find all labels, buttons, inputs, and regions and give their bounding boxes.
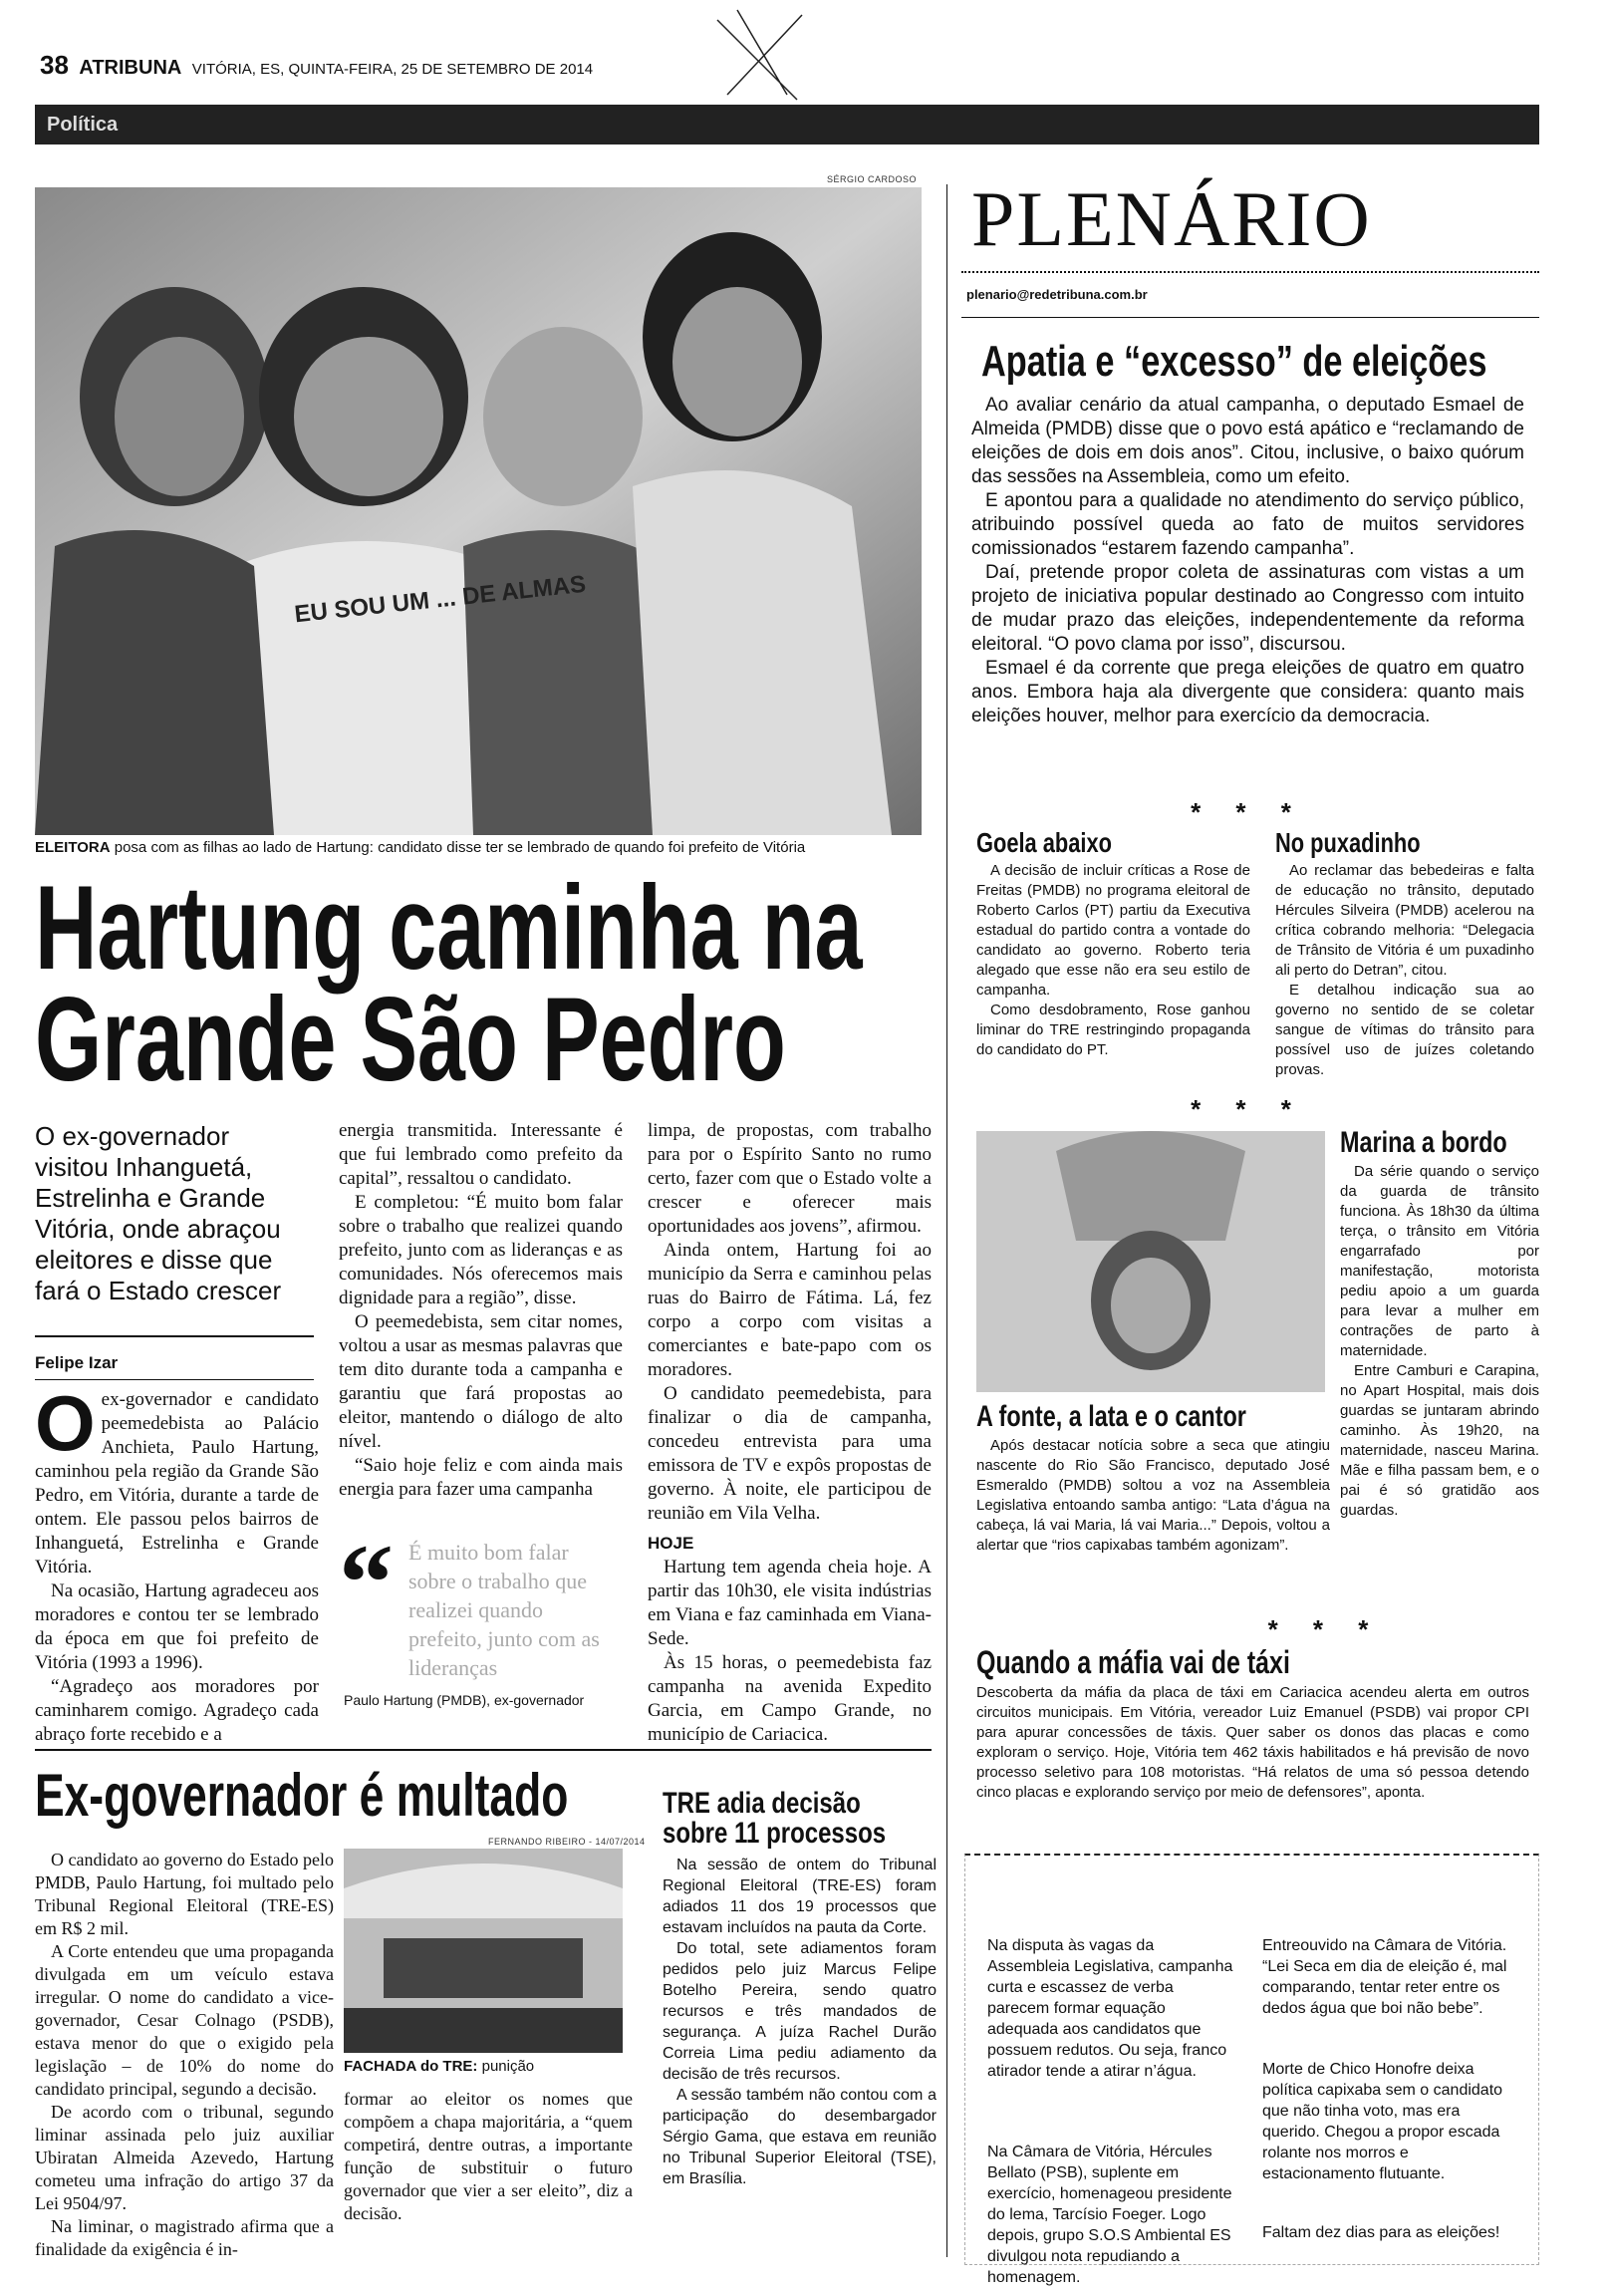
apatia-title: Apatia e “excesso” de eleições — [981, 337, 1487, 386]
multa-p5: formar ao eleitor os nomes que compõem a chapa majoritária, a “quem competirá, dentre outras, a importante função de substituir o futuro governador que vier a ser eleito”, diz a decisão. — [344, 2089, 633, 2223]
notes-left — [987, 1935, 1236, 2288]
multa-col-1 — [35, 1849, 334, 2261]
notes-box — [964, 1854, 1539, 2286]
goela-title: Goela abaixo — [976, 827, 1112, 858]
multa-col-2 — [344, 2088, 633, 2225]
col3-p1: limpa, de propostas, com trabalho para por o Espírito Santo no rumo certo, fazer com que o Estado volte a crescer e oferecer mais oportunidades aos jovens”, afirmou. — [648, 1120, 932, 1237]
marina-box — [1340, 1126, 1539, 1521]
col3-p4: Hartung tem agenda cheia hoje. A partir das 10h30, ele visita indústrias em Viana e faz caminhada em Viana-Sede. — [648, 1557, 932, 1649]
dateline: VITÓRIA, ES, QUINTA-FEIRA, 25 DE SETEMBRO DE 2014 — [191, 61, 594, 78]
article-col-2 — [339, 1119, 623, 1502]
tshirt-text: EU SOU UM ... DE ALMAS — [293, 570, 588, 629]
col2-p2: E completou: “É muito bom falar sobre o trabalho que realizei quando prefeito, junto com as lideranças e as comunidades. Nós oferecemos mais dignidade para a região”, disse. — [339, 1192, 623, 1308]
tre-photo-credit: FERNANDO RIBEIRO - 14/07/2014 — [488, 1837, 646, 1847]
quote-attribution: Paulo Hartung (PMDB), ex-governador — [344, 1692, 585, 1708]
marina-title: Marina a bordo — [1340, 1126, 1507, 1159]
headline-line-1: Hartung caminha na — [35, 861, 863, 995]
col3-p3: O candidato peemedebista, para finalizar o dia de campanha, concedeu entrevista para uma emissora de TV e expôs propostas de governo. À noite, ele participou de reunião em Vila Velha. — [648, 1383, 932, 1524]
paper-name: ATRIBUNA — [79, 57, 182, 79]
note-left-2: Na Câmara de Vitória, Hércules Bellato (PSB), suplente em exercício, homenageou presidente do lema, Tarcísio Foeger. Logo depois, grupo S.O.S Ambiental ES divulgou nota repudiando a homenagem. — [987, 2144, 1232, 2286]
col2-p4: “Saio hoje feliz e com ainda mais energia para fazer uma campanha — [339, 1455, 623, 1500]
tre-title-2: sobre 11 processos — [663, 1817, 887, 1850]
mafia-box — [976, 1644, 1529, 1803]
section-label: Política — [47, 114, 119, 136]
plenario-title: PLENÁRIO — [971, 175, 1372, 262]
mafia-title: Quando a máfia vai de táxi — [976, 1644, 1290, 1680]
multa-p2: A Corte entendeu que uma propaganda divulgada em um veículo estava irregular. O nome do candidato a vice-governador, Cesar Colnago (PSDB), estava menor do que o exigido pela legislação – de 10% do nome do candidato principal, segundo a decisão. — [35, 1941, 334, 2099]
caption-lead: ELEITORA — [35, 839, 111, 856]
hoje-label: HOJE — [648, 1534, 694, 1553]
section-bar — [35, 105, 1539, 144]
apatia-p3: Daí, pretende propor coleta de assinaturas com vistas a um projeto de iniciativa popular destinado ao Congresso com intuito de mudar prazo das eleições, independentemente da reforma eleitoral. “O povo clama por isso”, discursou. — [971, 562, 1524, 655]
col3-p5: Às 15 horas, o peemedebista faz campanha na avenida Expedito Garcia, em Campo Grande, no município de Cariacica. — [648, 1652, 932, 1745]
notes-right — [1262, 1935, 1521, 2243]
deck: O ex-governador visitou Inhanguetá, Estrelinha e Grande Vitória, onde abraçou eleitores e disse que fará o Estado crescer — [35, 1121, 282, 1305]
plenario-email: plenario@redetribuna.com.br — [966, 287, 1148, 302]
col2-p1: energia transmitida. Interessante é que fui lembrado como prefeito da capital”, ressaltou o candidato. — [339, 1120, 623, 1189]
page-number: 38 — [40, 50, 69, 80]
article-col-1 — [35, 1379, 319, 1747]
byline: Felipe Izar — [35, 1353, 119, 1372]
marina-p2: Entre Camburi e Carapina, no Apart Hospital, mais dois guardas se juntaram abrindo caminho. Às 19h20, na maternidade, nasceu Marina. Mãe e filha passam bem, e o pai é só gratidão aos guardas. — [1340, 1362, 1539, 1519]
fonte-title: A fonte, a lata e o cantor — [976, 1400, 1246, 1433]
goela-box — [976, 827, 1250, 1060]
note-left-1: Na disputa às vagas da Assembleia Legislativa, campanha curta e escassez de verba parecem formar equação adequada aos candidatos que possuem redutos. Ou seja, franco atirador tende a atirar n’água. — [987, 1937, 1233, 2080]
photo-caption — [35, 839, 922, 856]
mafia-p1: Descoberta da máfia da placa de táxi em Cariacica acendeu alerta em outros circuitos municipais. Em Vitória, vereador Luiz Emanuel (PSDB) vai propor CPI para apurar concessões de táxis. Quer saber os donos das placas e como exploram o serviço. Hoje, Vitória tem 462 táxis habilitados e há previsão de novo processo seletivo para 108 motoristas. “Há relatos de uma só pessoa detendo cinco placas e explorando serviço por meio de defensores”, aponta. — [976, 1684, 1529, 1801]
note-right-2: Morte de Chico Honofre deixa política capixaba sem o candidato que não tinha voto, mas era querido. Chegou a propor escada rolante nos morros e estacionamento flutuante. — [1262, 2061, 1503, 2182]
tre-p1: Na sessão de ontem do Tribunal Regional Eleitoral (TRE-ES) foram adiados 11 dos 19 processos que estavam incluídos na pauta da Corte. — [663, 1857, 937, 1936]
puxadinho-title: No puxadinho — [1275, 827, 1421, 858]
stars-separator-3: * * * — [1267, 1614, 1383, 1644]
quote-text: É muito bom falar sobre o trabalho que realizei quando prefeito, junto com as lideranças — [408, 1540, 600, 1680]
col1-p2: Na ocasião, Hartung agradeceu aos moradores e contou ter se lembrado da época em que foi prefeito de Vitória (1993 a 1996). — [35, 1580, 319, 1673]
tre-caption-text: punição — [477, 2058, 535, 2075]
fonte-p1: Após destacar notícia sobre a seca que atingiu nascente do Rio São Francisco, deputado José Esmeraldo (PMDB) soltou a voz na Assembleia Legislativa entoando samba antigo: “Lata d’água na cabeça, lá vai Maria, lá vai Maria...” Depois, voltou a alertar que “rios capixabas também agonizam”. — [976, 1437, 1330, 1554]
quote-mark-icon: “ — [339, 1522, 394, 1643]
multa-p4: Na liminar, o magistrado afirma que a finalidade da exigência é in- — [35, 2216, 334, 2259]
puxadinho-p2: E detalhou indicação sua ao governo no sentido de se coletar sangue de vítimas do trânsito para possível uso de juízes coletando provas. — [1275, 982, 1534, 1078]
hand-mark-icon — [697, 0, 817, 110]
multa-p3: De acordo com o tribunal, segundo liminar assinada pelo juiz auxiliar Ubiratan Almeida Azevedo, Hartung cometeu uma infração do artigo 37 da Lei 9504/97. — [35, 2102, 334, 2213]
main-photo — [35, 187, 922, 835]
caption-text: posa com as filhas ao lado de Hartung: candidato disse ter se lembrado de quando foi prefeito de Vitória — [110, 839, 806, 856]
goela-p1: A decisão de incluir críticas a Rose de Freitas (PMDB) no programa eleitoral de Roberto Carlos (PT) partiu da Executiva estadual do partido contra a vontade do candidato ao governo. Roberto teria alegado que esse não era seu estilo de campanha. — [976, 862, 1250, 999]
photo-credit: SÉRGIO CARDOSO — [827, 174, 918, 184]
tre-caption-lead: FACHADA do TRE: — [344, 2058, 478, 2075]
fonte-box — [976, 1400, 1330, 1556]
tre-photo-caption — [344, 2058, 633, 2075]
puxadinho-box — [1275, 827, 1534, 1080]
article-col-3 — [648, 1119, 932, 1747]
tre-p2: Do total, sete adiamentos foram pedidos pelo juiz Marcus Felipe Botelho Pereira, sendo quatro recursos e três mandados de segurança. A juíza Rachel Durão Correia Lima pediu adiamento da decisão de três recursos. — [663, 1940, 937, 2083]
tre-p3: A sessão também não contou com a participação do desembargador Sérgio Gama, que estava em reunião no Tribunal Superior Eleitoral (TSE), em Brasília. — [663, 2087, 937, 2187]
stars-separator-1: * * * — [1191, 797, 1305, 827]
singer-photo — [976, 1131, 1325, 1392]
tre-box — [663, 1789, 937, 2189]
note-right-3: Faltam dez dias para as eleições! — [1262, 2224, 1500, 2241]
main-headline — [35, 861, 863, 1106]
headline-line-2: Grande São Pedro — [35, 973, 786, 1106]
apatia-p2: E apontou para a qualidade no atendimento do serviço público, atribuindo possível queda ao fato de muitos servidores comissionados “estarem fazendo campanha”. — [971, 490, 1524, 559]
col3-p2: Ainda ontem, Hartung foi ao município da Serra e caminhou pelas ruas do Bairro de Fátima. Lá, fez corpo a corpo com visitas a comerciantes e bate-papo com os moradores. — [648, 1240, 932, 1380]
apatia-p4: Esmael é da corrente que prega eleições de quatro em quatro anos. Embora haja ala divergente que considera: quanto mais eleições houver, melhor para exercício da democracia. — [971, 658, 1524, 726]
col1-first: ex-governador e candidato peemedebista ao Palácio Anchieta, Paulo Hartung, caminhou pela região da Grande São Pedro, em Vitória, durante a tarde de ontem. Ele passou pelos bairros de Inhanguetá, Estrelinha e Grande Vitória. — [35, 1389, 319, 1578]
tre-photo — [344, 1849, 623, 2053]
dropcap: O — [35, 1379, 96, 1467]
col1-p3: “Agradeço aos moradores por caminharem comigo. Agradeço cada abraço forte recebido e a — [35, 1676, 319, 1745]
multa-headline: Ex-governador é multado — [35, 1762, 569, 1829]
note-right-1: Entreouvido na Câmara de Vitória. “Lei Seca em dia de eleição é, mal comparando, tentar reter entre os dedos água que boi não bebe”. — [1262, 1937, 1507, 2017]
stars-separator-2: * * * — [1191, 1094, 1305, 1124]
puxadinho-p1: Ao reclamar das bebedeiras e falta de educação no trânsito, deputado Hércules Silveira (PMDB) acelerou na crítica cobrando melhoria: “Delegacia de Trânsito de Vitória é um puxadinho ali perto do Detran”, citou. — [1275, 862, 1534, 979]
marina-p1: Da série quando o serviço da guarda de trânsito funciona. Às 18h30 da última terça, o trânsito em Vitória engarrafado por manifestação, motorista pediu apoio a um guarda para levar a mulher em contrações de parto à maternidade. — [1340, 1163, 1539, 1359]
apatia-p1: Ao avaliar cenário da atual campanha, o deputado Esmael de Almeida (PMDB) disse que o povo está apático e “reclamando de eleições de dois em dois anos”. Citou, inclusive, o baixo quórum das sessões na Assembleia, como um efeito. — [971, 395, 1524, 487]
pull-quote — [339, 1522, 623, 1722]
goela-p2: Como desdobramento, Rose ganhou liminar do TRE restringindo propaganda do candidato do PT. — [976, 1002, 1250, 1058]
multa-p1: O candidato ao governo do Estado pelo PMDB, Paulo Hartung, foi multado pelo Tribunal Regional Eleitoral (TRE-ES) em R$ 2 mil. — [35, 1850, 334, 1938]
apatia-body — [971, 394, 1524, 728]
tre-title-1: TRE adia decisão — [663, 1787, 861, 1820]
col2-p3: O peemedebista, sem citar nomes, voltou a usar as mesmas palavras que tem dito durante toda a campanha e garantiu que fará propostas ao eleitor, mantendo o diálogo de alto nível. — [339, 1311, 623, 1452]
